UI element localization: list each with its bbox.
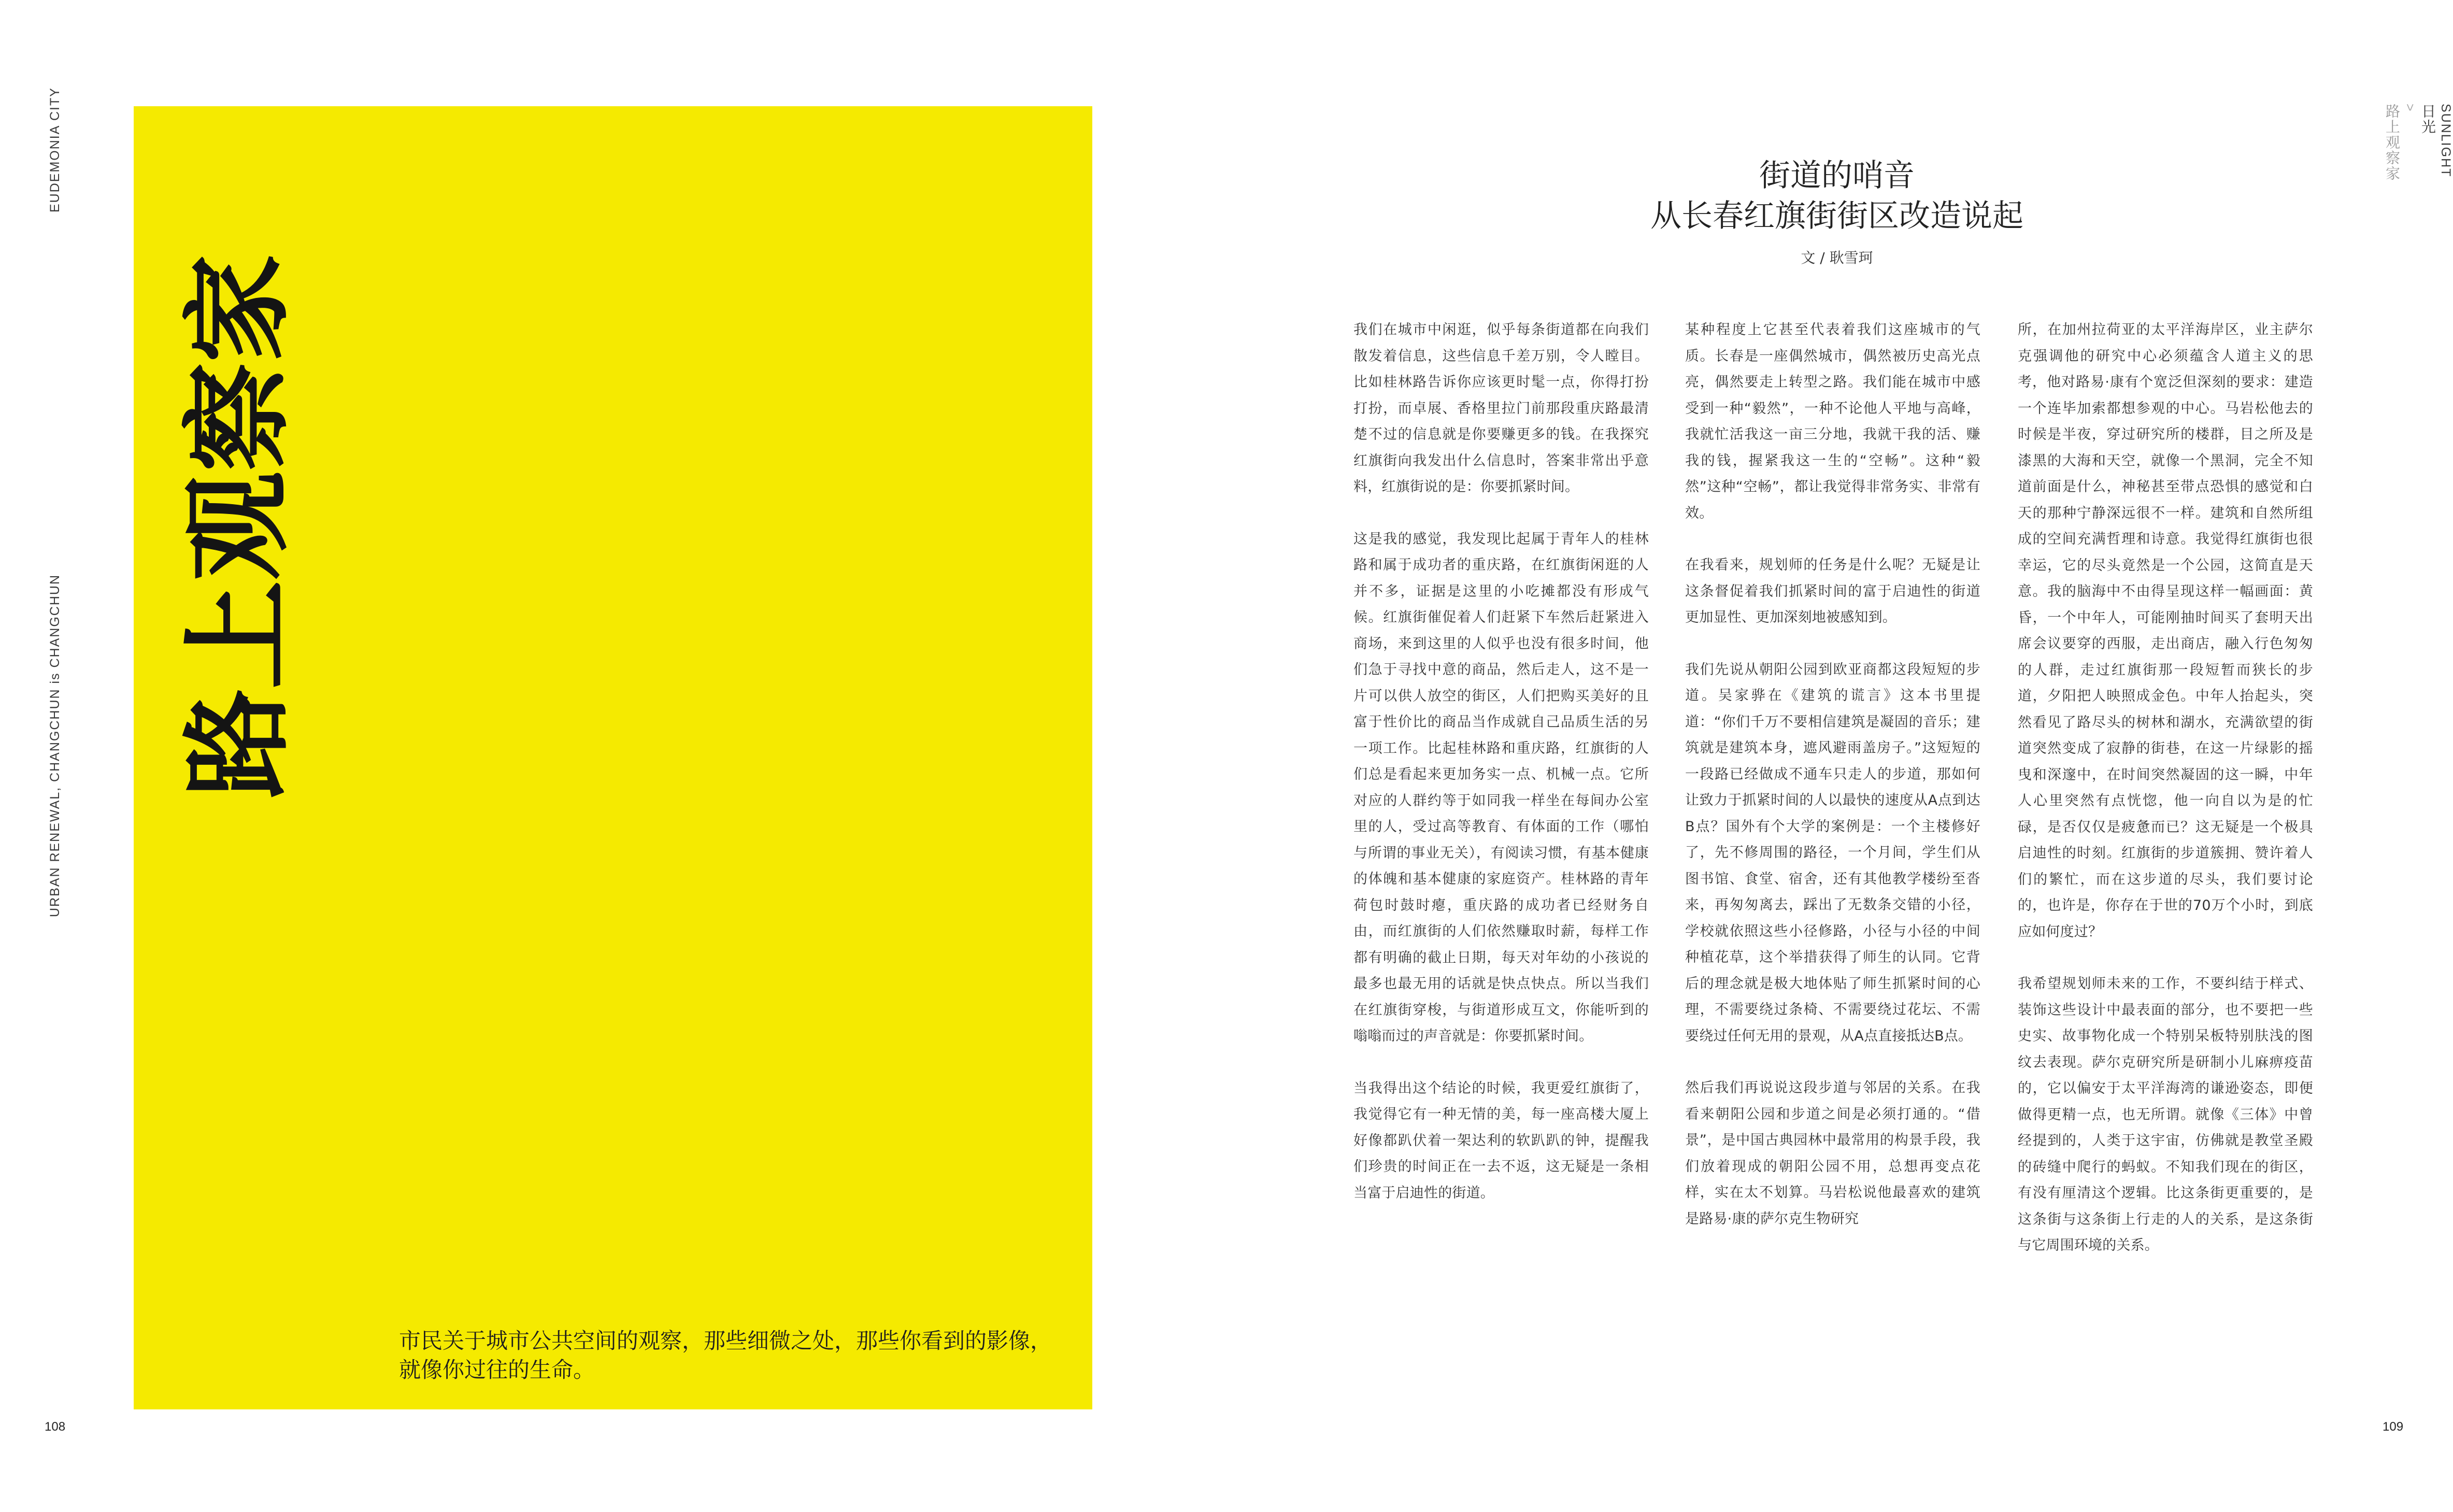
paragraph: 我们在城市中闲逛，似乎每条街道都在向我们散发着信息，这些信息千差万别，令人瞠目。比如桂林路告诉你应该更时髦一点，你得打扮打扮，而卓展、香格里拉门前那段重庆路最清楚不过的信息就是你要赚更多的钱。在我探究红旗街向我发出什么信息时，答案非常出乎意料，红旗街说的是：你要抓紧时间。 bbox=[1353, 322, 1649, 495]
side-label-mid: URBAN RENEWAL, CHANGCHUN is CHANGCHUN bbox=[48, 574, 62, 917]
side-label-en: SUNLIGHT bbox=[2438, 104, 2453, 178]
side-label-right bbox=[2381, 104, 2453, 198]
side-label-top: EUDEMONIA CITY bbox=[48, 87, 62, 212]
paragraph: 我希望规划师未来的工作，不要纠结于样式、装饰这些设计中最表面的部分，也不要把一些史实、故事物化成一个特别呆板特别肤浅的图纹去表现。萨尔克研究所是研制小儿麻痹疫苗的，它以偏安于太平洋海湾的谦逊姿态，即便做得更精一点，也无所谓。就像《三体》中曾经提到的，人类于这宇宙，仿佛就是教堂圣殿的砖缝中爬行的蚂蚁。不知我们现在的街区，有没有厘清这个逻辑。比这条街更重要的，是这条街与这条街上行走的人的关系，是这条街与它周围环境的关系。 bbox=[2018, 976, 2313, 1253]
paragraph: 我们先说从朝阳公园到欧亚商都这段短短的步道。吴家骅在《建筑的谎言》这本书里提道：“你们千万不要相信建筑是凝固的音乐；建筑就是建筑本身，遮风避雨盖房子。”这短短的一段路已经做成不通车只走人的步道，那如何让致力于抓紧时间的人以最快的速度从A点到达B点？国外有个大学的案例是：一个主楼修好了，先不修周围的路径，一个月间，学生们从图书馆、食堂、宿舍，还有其他教学楼纷至沓来，再匆匆离去，踩出了无数条交错的小径，学校就依照这些小径修路，小径与小径的中间种植花草，这个举措获得了师生的认同。它背后的理念就是极大地体贴了师生抓紧时间的心理，不需要绕过条椅、不需要绕过花坛、不需要绕过任何无用的景观，从A点直接抵达B点。 bbox=[1685, 661, 1980, 1044]
article-byline: 文 / 耿雪珂 bbox=[1801, 249, 1873, 266]
paragraph: 当我得出这个结论的时候，我更爱红旗街了，我觉得它有一种无情的美，每一座高楼大厦上好像都趴伏着一架达利的软趴趴的钟，提醒我们珍贵的时间正在一去不返，这无疑是一条相当富于启迪性的街道。 bbox=[1353, 1080, 1649, 1201]
paragraph: 然后我们再说说这段步道与邻居的关系。在我看来朝阳公园和步道之间是必须打通的。“借景”，是中国古典园林中最常用的构景手段，我们放着现成的朝阳公园不用，总想再变点花样，实在太不划算。马岩松说他最喜欢的建筑是路易·康的萨尔克生物研究 bbox=[1685, 1080, 1980, 1227]
section-title bbox=[175, 253, 777, 798]
section-caption: 市民关于城市公共空间的观察，那些细微之处，那些你看到的影像，就像你过往的生命。 bbox=[399, 1328, 1052, 1382]
page-number-right: 109 bbox=[2383, 1420, 2404, 1434]
text-column-2 bbox=[1685, 317, 1980, 1258]
paragraph: 所，在加州拉荷亚的太平洋海岸区，业主萨尔克强调他的研究中心必须蕴含人道主义的思考，他对路易·康有个宽泛但深刻的要求：建造一个连毕加索都想参观的中心。马岩松他去的时候是半夜，穿过研究所的楼群，目之所及是漆黑的大海和天空，就像一个黑洞，完全不知道前面是什么，神秘甚至带点恐惧的感觉和白天的那种宁静深远很不一样。建筑和自然所组成的空间充满哲理和诗意。我觉得红旗街也很幸运，它的尽头竟然是一个公园，这简直是天意。我的脑海中不由得呈现这样一幅画面：黄昏，一个中年人，可能刚抽时间买了套明天出席会议要穿的西服，走出商店，融入行色匆匆的人群，走过红旗街那一段短暂而狭长的步道，夕阳把人映照成金色。中年人抬起头，突然看见了路尽头的树林和湖水，充满欲望的街道突然变成了寂静的街巷，在这一片绿影的摇曳和深邃中，在时间突然凝固的这一瞬，中年人心里突然有点恍惚，他一向自以为是的忙碌，是否仅仅是疲惫而已？这无疑是一个极具启迪性的时刻。红旗街的步道簇拥、赞许着人们的繁忙，而在这步道的尽头，我们要讨论的，也许是，你存在于世的70万个小时，到底应如何度过？ bbox=[2018, 322, 2313, 940]
side-label-arrow: > bbox=[2403, 104, 2417, 112]
text-column-3 bbox=[2018, 317, 2313, 1285]
article-title-line2: 从长春红旗街街区改造说起 bbox=[1650, 198, 2023, 234]
section-title-text: 路上观察家 bbox=[175, 253, 302, 798]
page-number-left: 108 bbox=[45, 1420, 66, 1434]
text-column-1 bbox=[1353, 317, 1649, 1232]
paragraph: 这是我的感觉，我发现比起属于青年人的桂林路和属于成功者的重庆路，在红旗街闲逛的人并不多，证据是这里的小吃摊都没有形成气候。红旗街催促着人们赶紧下车然后赶紧进入商场，来到这里的人似乎也没有很多时间，他们急于寻找中意的商品，然后走人，这不是一片可以供人放空的街区，人们把购买美好的且富于性价比的商品当作成就自己品质生活的另一项工作。比起桂林路和重庆路，红旗街的人们总是看起来更加务实一点、机械一点。它所对应的人群约等于如同我一样坐在每间办公室里的人，受过高等教育、有体面的工作（哪怕与所谓的事业无关），有阅读习惯，有基本健康的体魄和基本健康的家庭资产。桂林路的青年荷包时鼓时瘪，重庆路的成功者已经财务自由，而红旗街的人们依然赚取时薪，每样工作都有明确的截止日期，每天对年幼的小孩说的最多也最无用的话就是快点快点。所以当我们在红旗街穿梭，与街道形成互文，你能听到的嗡嗡而过的声音就是：你要抓紧时间。 bbox=[1353, 531, 1649, 1044]
side-label-cn: 日光 bbox=[2420, 104, 2436, 135]
article-title-line1: 街道的哨音 bbox=[1759, 158, 1915, 194]
side-label-sub: 路上观察家 bbox=[2384, 104, 2400, 181]
paragraph: 在我看来，规划师的任务是什么呢？无疑是让这条督促着我们抓紧时间的富于启迪性的街道更加显性、更加深刻地被感知到。 bbox=[1685, 557, 1980, 625]
paragraph: 某种程度上它甚至代表着我们这座城市的气质。长春是一座偶然城市，偶然被历史高光点亮，偶然要走上转型之路。我们能在城市中感受到一种“毅然”，一种不论他人平地与高峰，我就忙活我这一亩三分地，我就干我的活、赚我的钱，握紧我这一生的“空畅”。这种“毅然”这种“空畅”，都让我觉得非常务实、非常有效。 bbox=[1685, 322, 1980, 521]
